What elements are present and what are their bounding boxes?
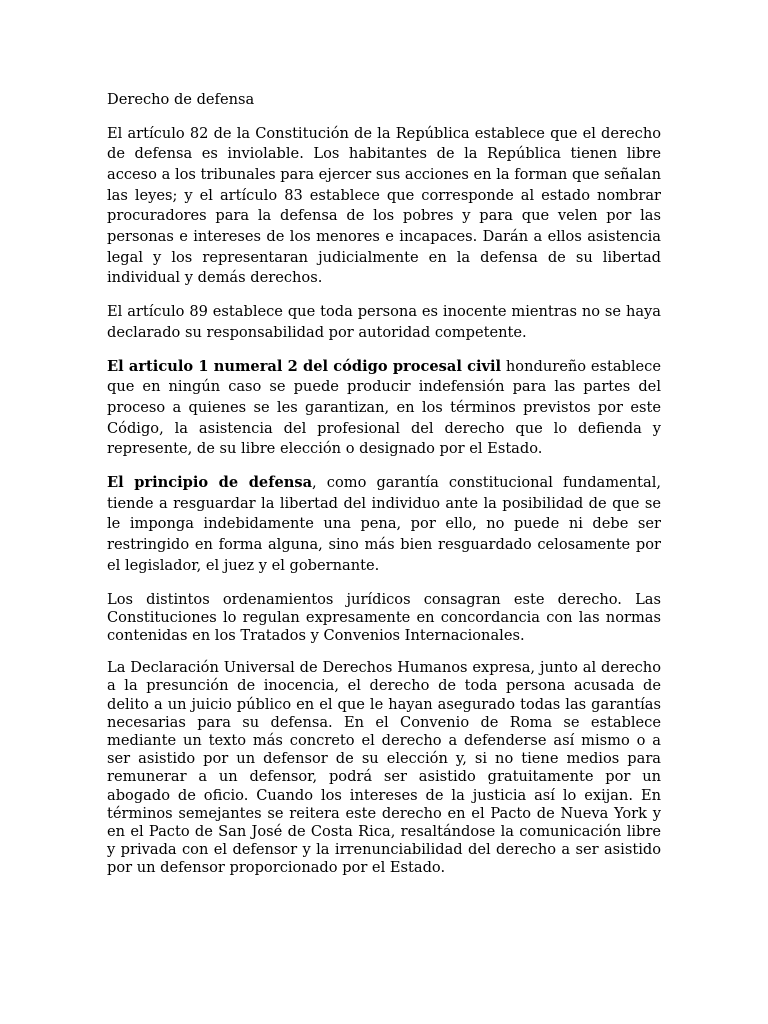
paragraph-articulo-82: El artículo 82 de la Constitución de la República establece que el derecho de defensa es inviolable. Los habitantes de la República tienen libre acceso a los tribunales para ejercer sus acciones en la forman que señalan las leyes; y el artículo 83 establece que corresponde al estado nombrar procuradores para la defensa de los pobres y para que velen por las personas e intereses de los menores e incapaces. Darán a ellos asistencia legal y los representaran judicialmente en la defensa de su libertad individual y demás derechos. [107, 124, 661, 287]
document-body [107, 90, 661, 891]
paragraph-codigo-procesal-civil [107, 357, 661, 461]
paragraph-articulo-89: El artículo 89 establece que toda persona es inocente mientras no se haya declarado su responsabilidad por autoridad competente. [107, 303, 661, 341]
paragraph-declaracion-universal: La Declaración Universal de Derechos Humanos expresa, junto al derecho a la presunción de inocencia, el derecho de toda persona acusada de delito a un juicio público en el que le hayan asegurado todas las garantías necesarias para su defensa. En el Convenio de Roma se establece mediante un texto más concreto el derecho a defenderse así mismo o a ser asistido por un defensor de su elección y, si no tiene medios para remunerar a un defensor, podrá ser asistido gratuitamente por un abogado de oficio. Cuando los intereses de la justicia así lo exijan. En términos semejantes se reitera este derecho en el Pacto de Nueva York y en el Pacto de San José de Costa Rica, resaltándose la comunicación libre y privada con el defensor y la irrenunciabilidad del derecho a ser asistido por un defensor proporcionado por el Estado. [107, 659, 661, 877]
document-title: Derecho de defensa [107, 91, 255, 108]
bold-phrase-principio: El principio de defensa [107, 474, 313, 492]
paragraph-principio-de-defensa [107, 473, 661, 577]
paragraph-ordenamientos: Los distintos ordenamientos jurídicos consagran este derecho. Las Constituciones lo regulan expresamente en concordancia con las normas contenidas en los Tratados y Convenios Internacionales. [107, 590, 661, 644]
bold-phrase-codigo-procesal: El articulo 1 numeral 2 del código procesal civil [107, 357, 502, 375]
paragraph-text: hondureño establece que en ningún caso se puede producir indefensión para las partes del proceso a quienes se les garantizan, en los términos previstos por este Código, la asistencia del profesional del derecho que lo defienda y represente, de su libre elección o designado por el Estado. [107, 357, 661, 458]
paragraph-text: , como garantía constitucional fundamental, tiende a resguardar la libertad del individuo ante la posibilidad de que se le imponga indebidamente una pena, por ello, no puede ni debe ser restringido en forma alguna, sino más bien resguardado celosamente por el legislador, el juez y el gobernante. [107, 474, 661, 574]
